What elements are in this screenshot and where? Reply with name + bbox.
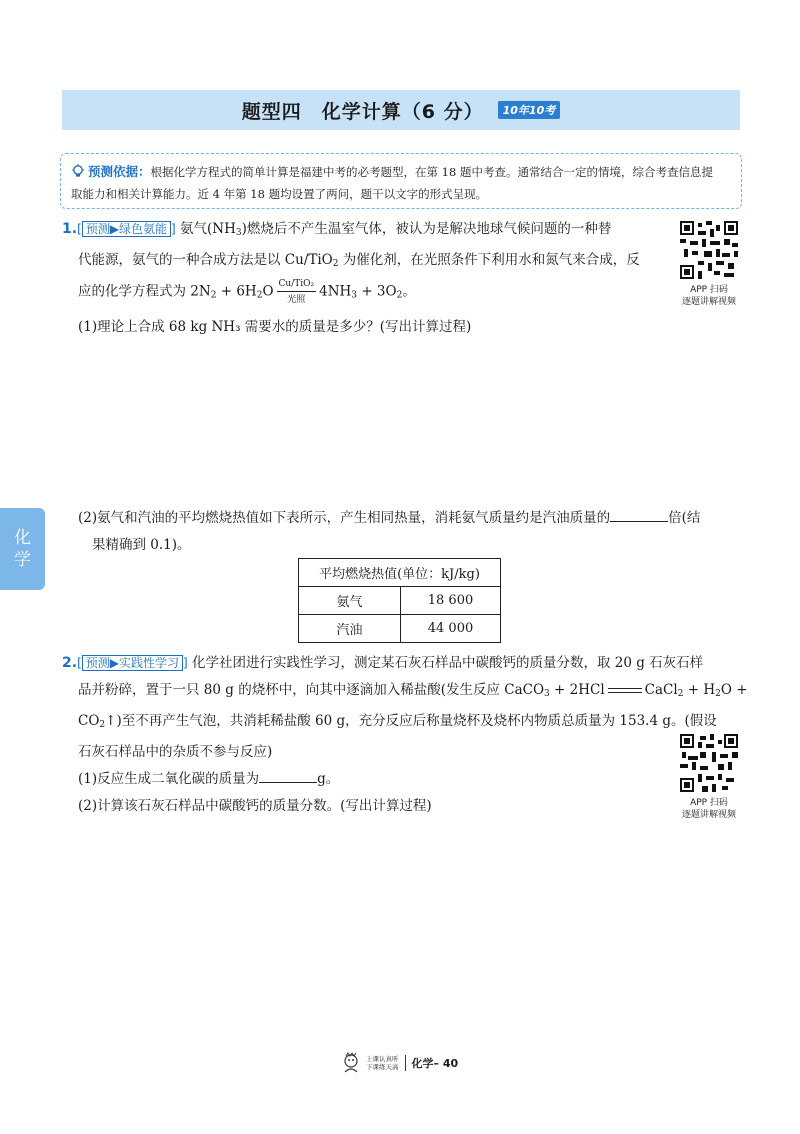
heat-value-table (298, 558, 501, 643)
subscript: 2 (715, 689, 721, 699)
tag-predict: 预测 (85, 222, 110, 236)
footer-divider (405, 1055, 406, 1071)
table-cell-value: 18 600 (401, 587, 501, 615)
question-number: 1. (62, 221, 78, 237)
tag-bracket-close: ] (183, 656, 188, 670)
q2-text: ↑)至不再产生气泡，共消耗稀盐酸 60 g，充分反应后称量烧杯及烧杯内物质总质量为 153.4 g。(假设 (105, 713, 717, 729)
qr-caption-line-1: APP 扫码 (690, 285, 728, 295)
equation-text: 应的化学方程式为 2N (78, 283, 211, 300)
q1-part-2-text: 果精确到 0.1)。 (92, 537, 191, 553)
table-row (299, 587, 501, 615)
tag-bracket-close: ] (171, 222, 176, 236)
basis-text-line-2: 取能力和相关计算能力。近 4 年第 18 题均设置了两问，题干以文字的形式呈现。 (71, 187, 488, 201)
side-tab-char: 化 (14, 528, 31, 548)
subscript: 2 (677, 689, 684, 699)
page-number: – 40 (433, 1056, 459, 1070)
subscript: 2 (99, 720, 106, 730)
subscript: 2 (396, 290, 403, 301)
answer-blank[interactable] (259, 769, 317, 783)
q1-text: 氨气(NH (175, 221, 236, 237)
q1-text: 代能源，氨气的一种合成方法是以 Cu/TiO (78, 252, 333, 268)
qr-caption (669, 284, 749, 308)
frequency-badge: 10年10考 (498, 101, 561, 119)
footer-slogan-line: 下课练天高 (366, 1063, 399, 1071)
reaction-condition (277, 278, 317, 306)
question-tag (77, 221, 176, 237)
page-footer (340, 1052, 458, 1074)
q2-part-1-text: g。 (317, 771, 340, 787)
tag-topic: 绿色氨能 (119, 222, 168, 236)
q1-text: )燃烧后不产生温室气体，被认为是解决地球气候问题的一种替 (241, 221, 612, 237)
table-cell-value: 44 000 (401, 615, 501, 643)
q1-part-1: (1)理论上合成 68 kg NH₃ 需要水的质量是多少？(写出计算过程) (78, 318, 472, 335)
question-2 (62, 650, 748, 820)
basis-label: 预测依据： (88, 164, 151, 179)
q2-text: O + (720, 682, 748, 698)
q2-part-2: (2)计算该石灰石样品中碳酸钙的质量分数。(写出计算过程) (78, 798, 432, 814)
subscript: 3 (544, 689, 550, 699)
footer-subject: 化学 (411, 1057, 434, 1070)
question-number: 2. (62, 655, 78, 671)
subscript: 3 (235, 228, 242, 238)
answer-blank[interactable] (610, 508, 668, 522)
qr-caption-line-2: 逐题讲解视频 (681, 810, 736, 820)
side-tab-char: 学 (14, 550, 31, 570)
subscript: 2 (332, 259, 339, 269)
q1-part-2-text: 倍(结 (668, 510, 701, 526)
subscript: 3 (351, 290, 358, 301)
section-title-bar (62, 90, 740, 130)
light-label: 光照 (287, 295, 306, 305)
question-tag (77, 655, 188, 671)
equation-text: O (262, 283, 274, 300)
q1-part-2-text: (2)氨气和汽油的平均燃烧热值如下表所示，产生相同热量，消耗氨气质量约是汽油质量的 (78, 510, 611, 526)
tag-bracket-open: [ (77, 222, 82, 236)
table-cell-name: 氨气 (299, 587, 401, 615)
qr-code-icon[interactable] (680, 734, 738, 792)
basis-text-line-1: 根据化学方程式的简单计算是福建中考的必考题型，在第 18 题中考查。通常结合一定的情境，综合考查信息提 (150, 165, 713, 179)
tag-arrow-icon: ▶ (109, 222, 119, 236)
equation-text: + 6H (216, 283, 257, 300)
table-header-row (299, 559, 501, 587)
table-cell-name: 汽油 (299, 615, 401, 643)
tag-topic: 实践性学习 (119, 656, 180, 670)
lightbulb-icon (71, 164, 85, 178)
q2-part-1-text: (1)反应生成二氧化碳的质量为 (78, 771, 260, 787)
equation-text: 4NH (319, 283, 352, 300)
catalyst-label: Cu/TiO₂ (277, 278, 317, 292)
q2-text: 品并粉碎，置于一只 80 g 的烧杯中，向其中逐滴加入稀盐酸(发生反应 CaCO (78, 682, 545, 698)
mascot-logo-icon (340, 1052, 362, 1074)
equation-text: + 3O (357, 283, 397, 300)
q1-text: 为催化剂，在光照条件下利用水和氮气来合成，反 (338, 252, 640, 268)
qr-caption-line-2: 逐题讲解视频 (681, 297, 736, 307)
q2-text: + 2HCl (549, 682, 605, 698)
qr-code-icon[interactable] (680, 221, 738, 279)
q2-text: 石灰石样品中的杂质不参与反应) (78, 744, 273, 760)
footer-slogan-line: 上课认真听 (366, 1055, 399, 1063)
subscript: 2 (256, 290, 263, 301)
q2-text: CO (78, 713, 100, 729)
tag-predict: 预测 (85, 656, 110, 670)
q1-part-2 (62, 505, 700, 559)
q2-text: CaCl (644, 682, 678, 698)
qr-caption (669, 797, 749, 821)
equation-text: 。 (402, 283, 416, 300)
qr-caption-line-1: APP 扫码 (690, 798, 728, 808)
question-1 (62, 216, 640, 341)
tag-arrow-icon: ▶ (109, 656, 119, 670)
equals-sign (608, 688, 642, 693)
subject-side-tab (0, 508, 45, 590)
prediction-basis-box (60, 153, 742, 209)
q2-text: + H (683, 682, 716, 698)
table-header-cell: 平均燃烧热值(单位：kJ/kg) (299, 559, 501, 587)
subscript: 2 (210, 290, 217, 301)
section-title: 题型四 化学计算（6 分） (241, 100, 484, 123)
footer-slogan (366, 1055, 399, 1071)
table-row (299, 615, 501, 643)
q2-text: 化学社团进行实践性学习，测定某石灰石样品中碳酸钙的质量分数，取 20 g 石灰石样 (187, 655, 704, 671)
tag-bracket-open: [ (77, 656, 82, 670)
